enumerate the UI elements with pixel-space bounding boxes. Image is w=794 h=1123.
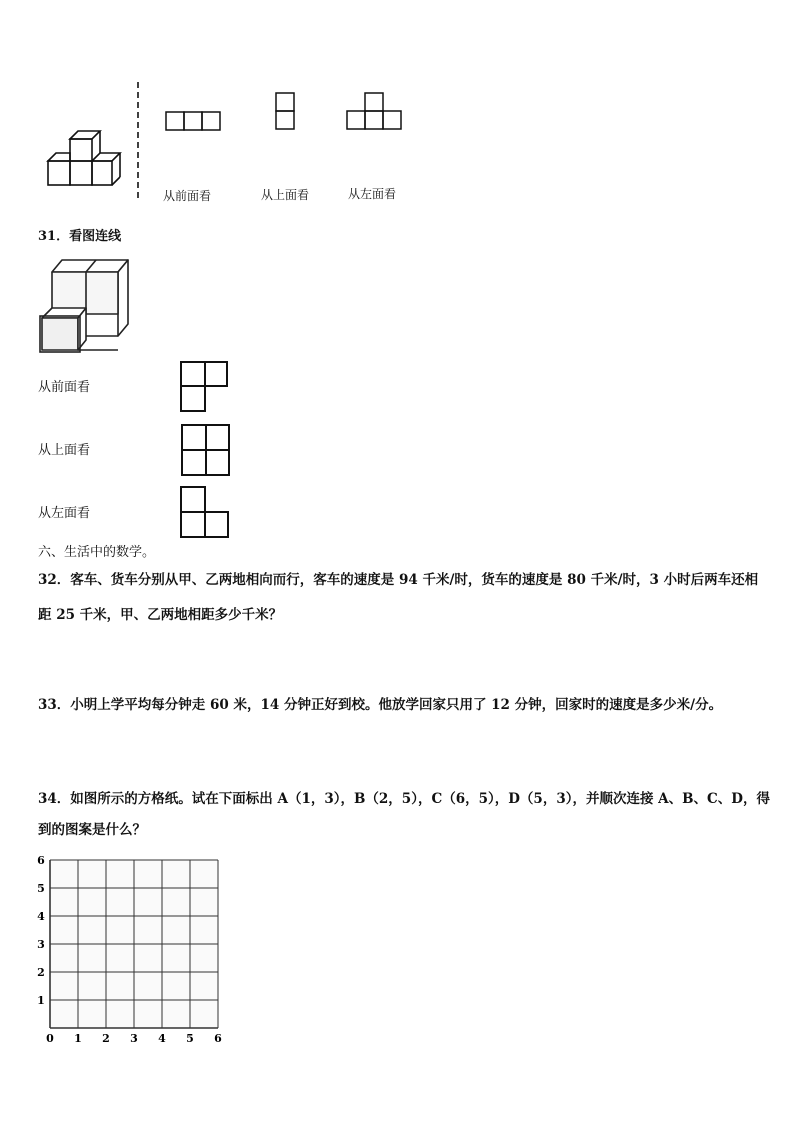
q31-label-front: 从前面看: [38, 380, 91, 395]
section-heading: 六、生活中的数学。: [38, 545, 156, 560]
q31-label-left: 从左面看: [38, 506, 91, 521]
y-tick-label: 6: [37, 854, 45, 867]
q34-line2: 到的图案是什么？: [38, 822, 146, 838]
q32-line2: 距 25 千米，甲、乙两地相距多少千米？: [38, 607, 283, 623]
dashed-divider: [136, 82, 140, 200]
y-tick-label: 5: [37, 882, 45, 895]
x-tick-label: 4: [158, 1032, 166, 1045]
caption-left-view: 从左面看: [348, 187, 397, 201]
left-view-figure: [346, 92, 402, 130]
top-view-figure: [275, 92, 295, 130]
caption-front-view: 从前面看: [163, 189, 212, 203]
caption-top-view: 从上面看: [261, 188, 310, 202]
y-tick-label: 4: [37, 910, 45, 923]
front-view-figure: [165, 111, 221, 131]
q31-view-c[interactable]: [180, 486, 230, 540]
y-tick-label: 3: [37, 938, 45, 951]
q31-label-top: 从上面看: [38, 443, 91, 458]
y-tick-label: 2: [37, 966, 45, 979]
x-tick-label: 5: [186, 1032, 194, 1045]
x-tick-label: 0: [46, 1032, 54, 1045]
q34-line1: 34．如图所示的方格纸。试在下面标出 A（1，3），B（2，5），C（6，5），D（5，3），并顺次连接 A、B、C、D，得: [38, 791, 771, 807]
q32-line1: 32．客车、货车分别从甲、乙两地相向而行，客车的速度是 94 千米/时，货车的速度是 80 千米/时，3 小时后两车还相: [38, 572, 759, 588]
q31-view-a[interactable]: [180, 361, 230, 413]
x-tick-label: 6: [214, 1032, 222, 1045]
x-tick-label: 2: [102, 1032, 110, 1045]
y-tick-label: 1: [37, 994, 45, 1007]
x-tick-label: 1: [74, 1032, 82, 1045]
q31-title: 31．看图连线: [38, 229, 122, 244]
cube-stack-figure: [40, 125, 130, 195]
q31-solid-figure: [38, 256, 132, 354]
q33-text: 33．小明上学平均每分钟走 60 米，14 分钟正好到校。他放学回家只用了 12 分钟，回家时的速度是多少米/分。: [38, 697, 723, 713]
coordinate-grid[interactable]: [30, 852, 230, 1047]
x-tick-label: 3: [130, 1032, 138, 1045]
q31-view-b[interactable]: [181, 424, 231, 478]
